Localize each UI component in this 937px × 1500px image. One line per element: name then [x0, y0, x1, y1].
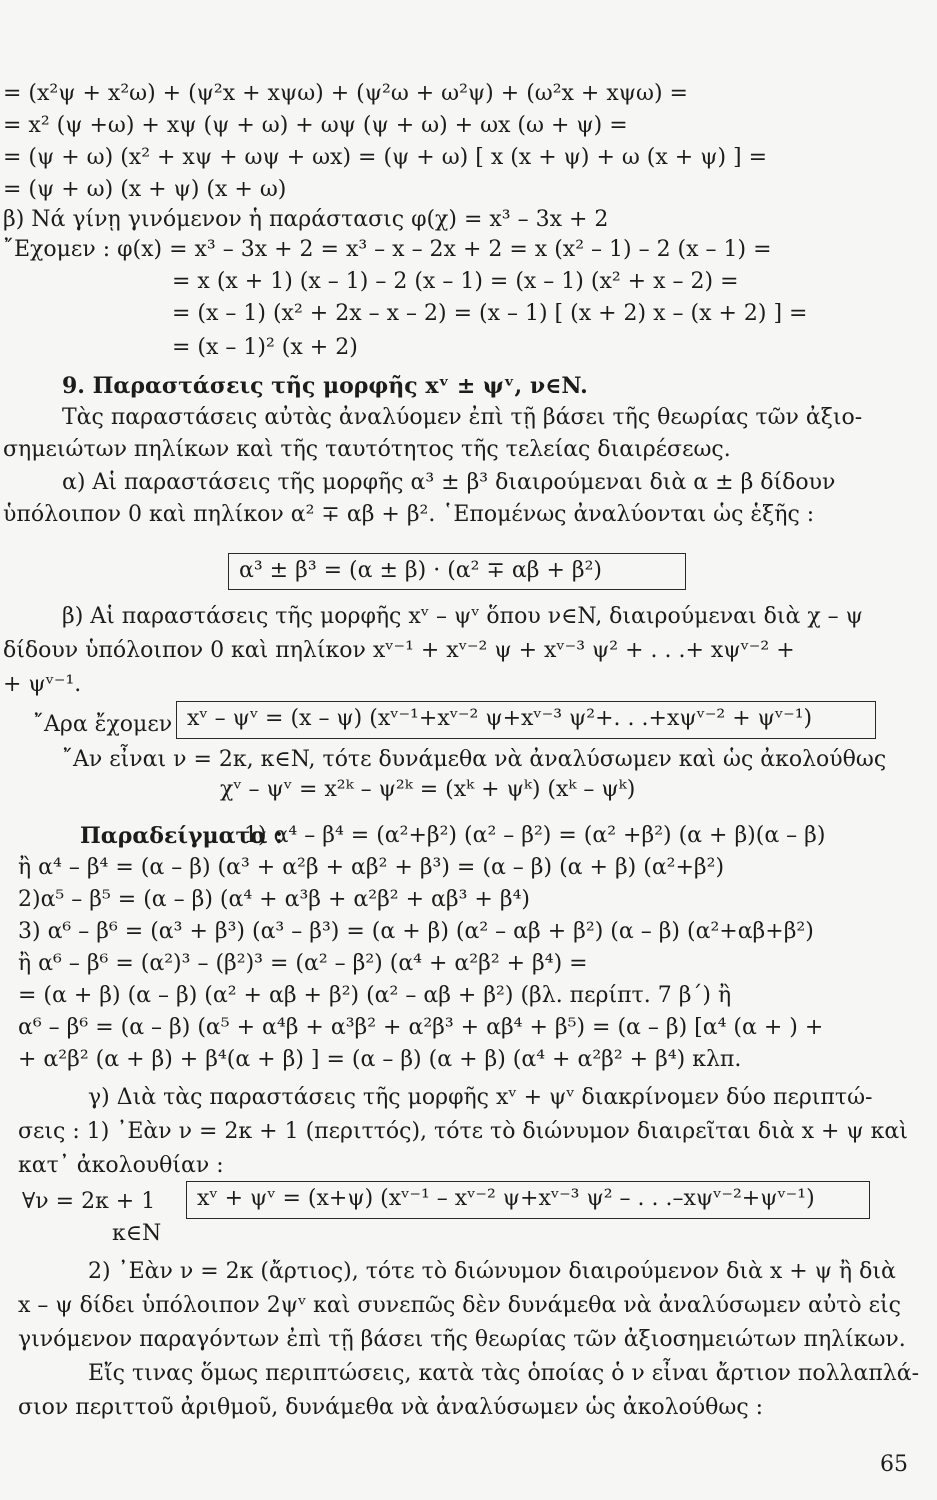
text-line: ∀ν = 2κ + 1 — [22, 1189, 156, 1214]
equation-line: ἢ α⁶ – β⁶ = (α²)³ – (β²)³ = (α² – β²) (α⁴ + α²β² + β⁴) = — [18, 951, 588, 976]
equation-line: χᵛ – ψᵛ = x²ᵏ – ψ²ᵏ = (xᵏ + ψᵏ) (xᵏ – ψᵏ) — [220, 777, 636, 802]
text-line: Τὰς παραστάσεις αὐτὰς ἀναλύομεν ἐπὶ τῇ βάσει τῆς θεωρίας τῶν ἀξιο- — [62, 405, 863, 430]
equation-line: α⁶ – β⁶ = (α – β) (α⁵ + α⁴β + α³β² + α²β³ + αβ⁴ + β⁵) = (α – β) [α⁴ (α + ) + — [18, 1015, 824, 1040]
boxed-identity-difference: xᵛ – ψᵛ = (x – ψ) (xᵛ⁻¹+xᵛ⁻² ψ+xᵛ⁻³ ψ²+. . .+xψᵛ⁻² + ψᵛ⁻¹) — [176, 701, 876, 739]
equation-line: = (α + β) (α – β) (α² + αβ + β²) (α² – αβ + β²) (βλ. περίπτ. 7 β΄) ἢ — [18, 983, 732, 1008]
equation-line: = x² (ψ +ω) + xψ (ψ + ω) + ωψ (ψ + ω) + ωx (ω + ψ) = — [3, 113, 628, 138]
equation-line: 2)α⁵ – β⁵ = (α – β) (α⁴ + α³β + α²β² + αβ³ + β⁴) — [18, 887, 530, 912]
text-line: 2) ᾽Εὰν ν = 2κ (ἄρτιος), τότε τὸ διώνυμον διαιρούμενον διὰ x + ψ ἢ διὰ — [88, 1259, 896, 1284]
equation-line: = x (x + 1) (x – 1) – 2 (x – 1) = (x – 1) (x² + x – 2) = — [172, 269, 739, 294]
text-line: σιον περιττοῦ ἀριθμοῦ, δυνάμεθα νὰ ἀναλύσωμεν ὡς ἀκολούθως : — [18, 1395, 764, 1420]
text-line: ῎Αρα ἔχομεν — [33, 712, 173, 737]
examples-label: Παραδείγματα : — [80, 823, 284, 849]
equation-line: 1) α⁴ – β⁴ = (α²+β²) (α² – β²) = (α² +β²) (α + β)(α – β) — [244, 823, 826, 848]
text-line: κατ᾽ ἀκολουθίαν : — [18, 1153, 224, 1178]
section-heading: 9. Παραστάσεις τῆς μορφῆς xᵛ ± ψᵛ, ν∈N. — [62, 373, 588, 399]
boxed-identity-cubes: α³ ± β³ = (α ± β) · (α² ∓ αβ + β²) — [228, 553, 686, 590]
text-line: ὑπόλοιπον 0 καὶ πηλίκον α² ∓ αβ + β². ῾Επομένως ἀναλύονται ὡς ἑξῆς : — [3, 502, 815, 527]
text-line: Εἴς τινας ὅμως περιπτώσεις, κατὰ τὰς ὁποίας ὁ ν εἶναι ἄρτιον πολλαπλά- — [88, 1361, 920, 1386]
equation-line: = (ψ + ω) (x² + xψ + ωψ + ωx) = (ψ + ω) [ x (x + ψ) + ω (x + ψ) ] = — [3, 145, 768, 170]
text-line: + ψᵛ⁻¹. — [3, 672, 82, 697]
text-line: β) Αἱ παραστάσεις τῆς μορφῆς xᵛ – ψᵛ ὅπου ν∈N, διαιρούμεναι διὰ χ – ψ — [62, 604, 863, 629]
text-line: σημειώτων πηλίκων καὶ τῆς ταυτότητος τῆς τελείας διαιρέσεως. — [3, 437, 731, 462]
text-line: β) Νά γίνῃ γινόμενον ἡ παράστασις φ(χ) = x³ – 3x + 2 — [3, 207, 609, 232]
equation-line: = (ψ + ω) (x + ψ) (x + ω) — [3, 177, 287, 202]
equation-line: = (x – 1) (x² + 2x – x – 2) = (x – 1) [ (x + 2) x – (x + 2) ] = — [172, 301, 808, 326]
equation-line: = (x²ψ + x²ω) + (ψ²x + xψω) + (ψ²ω + ω²ψ) + (ω²x + xψω) = — [3, 81, 688, 106]
equation-line: 3) α⁶ – β⁶ = (α³ + β³) (α³ – β³) = (α + β) (α² – αβ + β²) (α – β) (α²+αβ+β²) — [18, 919, 814, 944]
text-line: κ∈N — [112, 1221, 162, 1246]
text-line: γινόμενον παραγόντων ἐπὶ τῇ βάσει τῆς θεωρίας τῶν ἀξιοσημειώτων πηλίκων. — [18, 1327, 906, 1352]
equation-line: = (x – 1)² (x + 2) — [172, 335, 358, 360]
text-line: δίδουν ὑπόλοιπον 0 καὶ πηλίκον xᵛ⁻¹ + xᵛ⁻² ψ + xᵛ⁻³ ψ² + . . .+ xψᵛ⁻² + — [3, 638, 795, 663]
text-line: σεις : 1) ᾽Εὰν ν = 2κ + 1 (περιττός), τότε τὸ διώνυμον διαιρεῖται διὰ x + ψ καὶ — [18, 1119, 908, 1144]
page-number: 65 — [880, 1452, 908, 1477]
text-line: γ) Διὰ τὰς παραστάσεις τῆς μορφῆς xᵛ + ψᵛ διακρίνομεν δύο περιπτώ- — [88, 1085, 873, 1110]
text-line: α) Αἱ παραστάσεις τῆς μορφῆς α³ ± β³ διαιρούμεναι διὰ α ± β δίδουν — [62, 470, 836, 495]
text-line: ῎Εχομεν : φ(x) = x³ – 3x + 2 = x³ – x – 2x + 2 = x (x² – 1) – 2 (x – 1) = — [3, 237, 772, 262]
equation-line: + α²β² (α + β) + β⁴(α + β) ] = (α – β) (α + β) (α⁴ + α²β² + β⁴) κλπ. — [18, 1047, 742, 1072]
equation-line: ἢ α⁴ – β⁴ = (α – β) (α³ + α²β + αβ² + β³) = (α – β) (α + β) (α²+β²) — [18, 855, 725, 880]
text-line: x – ψ δίδει ὑπόλοιπον 2ψᵛ καὶ συνεπῶς δὲν δυνάμεθα νὰ ἀναλύσωμεν αὐτὸ εἰς — [18, 1293, 901, 1318]
text-line: ῎Αν εἶναι ν = 2κ, κ∈N, τότε δυνάμεθα νὰ ἀναλύσωμεν καὶ ὡς ἀκολούθως — [62, 747, 887, 772]
boxed-identity-sum: xᵛ + ψᵛ = (x+ψ) (xᵛ⁻¹ – xᵛ⁻² ψ+xᵛ⁻³ ψ² – . . .–xψᵛ⁻²+ψᵛ⁻¹) — [186, 1181, 870, 1219]
